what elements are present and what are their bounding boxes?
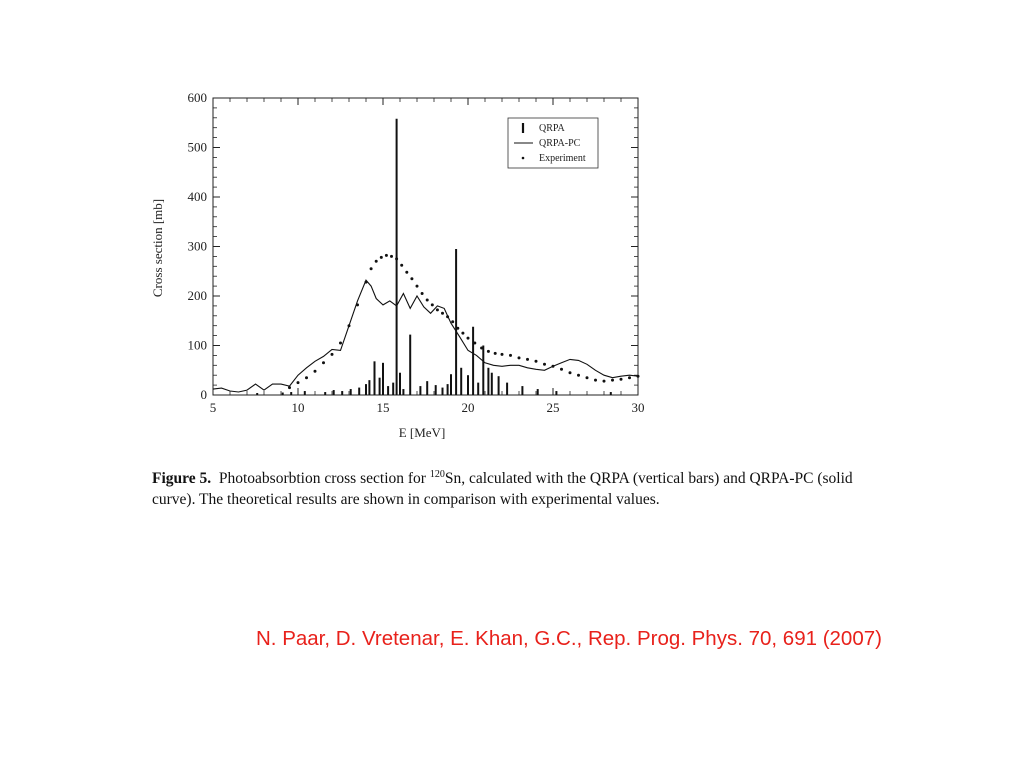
y-tick-label: 600 [187,90,207,105]
y-tick-label: 500 [187,139,207,155]
citation: N. Paar, D. Vretenar, E. Khan, G.C., Rep. Prog. Phys. 70, 691 (2007) [256,627,882,650]
qrpa-pc-line [213,280,638,392]
legend-label-qrpa: QRPA [539,123,565,134]
experiment-point [586,376,589,379]
experiment-point [356,303,359,306]
x-tick-label: 20 [461,400,475,415]
x-tick-label: 10 [291,400,305,415]
experiment-point [400,264,403,267]
experiment-point [456,327,459,330]
y-tick-label: 200 [187,288,207,303]
experiment-point [322,361,325,364]
experiment-point [395,257,398,260]
experiment-points [288,254,640,389]
experiment-point [543,363,546,366]
experiment-point [305,376,308,379]
experiment-point [416,285,419,288]
experiment-point [380,256,383,259]
experiment-point [451,320,454,323]
experiment-point [577,374,580,377]
experiment-point [620,378,623,381]
caption-label: Figure 5. [152,470,212,488]
experiment-point [385,254,388,257]
experiment-point [375,260,378,263]
experiment-point [526,358,529,361]
y-tick-label: 100 [187,337,207,353]
cross-section-chart [140,80,660,460]
y-tick-label: 400 [187,189,207,204]
experiment-point [331,353,334,356]
experiment-point [594,379,597,382]
caption-text-2: Sn, calculated with the QRPA (vertical bars) and QRPA-PC (solid curve). The theoretical results are shown in comparison with experimental values. [152,470,853,509]
experiment-point [535,360,538,363]
experiment-point [603,380,606,383]
experiment-point [611,379,614,382]
experiment-point [569,371,572,374]
experiment-point [436,308,439,311]
y-axis-title: Cross section [mb] [150,198,165,298]
experiment-point [501,353,504,356]
experiment-point [473,342,476,345]
experiment-point [560,368,563,371]
x-axis-title: E [MeV] [398,425,446,440]
experiment-point [370,267,373,270]
experiment-point [509,354,512,357]
figure-caption [152,464,872,510]
legend-label-qrpa-pc: QRPA-PC [539,138,581,149]
experiment-point [365,281,368,284]
experiment-point [405,271,408,274]
x-tick-label: 5 [209,400,217,415]
experiment-point [297,381,300,384]
experiment-point [410,277,413,280]
legend [508,118,598,168]
qrpa-pc-curve [213,280,638,392]
experiment-point [390,255,393,258]
experiment-point [314,370,317,373]
experiment-point [480,347,483,350]
experiment-point [494,352,497,355]
y-tick-label: 0 [200,387,207,402]
experiment-point [339,342,342,345]
caption-isotope-mass: 120 [429,469,445,480]
experiment-point [441,312,444,315]
legend-label-experiment: Experiment [539,153,586,164]
y-tick-label: 300 [187,238,207,254]
experiment-point [288,386,291,389]
experiment-point [637,375,640,378]
x-tick-label: 30 [631,400,645,415]
caption-text-1: Photoabsorbtion cross section for [218,470,426,488]
experiment-point [487,350,490,353]
experiment-point [467,337,470,340]
legend-point-swatch [522,157,525,160]
x-tick-label: 15 [376,400,390,415]
experiment-point [518,356,521,359]
experiment-point [421,292,424,295]
x-tick-label: 25 [546,400,560,415]
experiment-point [426,299,429,302]
experiment-point [431,303,434,306]
experiment-point [348,324,351,327]
experiment-point [461,332,464,335]
experiment-point [552,365,555,368]
experiment-point [446,315,449,318]
experiment-point [628,376,631,379]
